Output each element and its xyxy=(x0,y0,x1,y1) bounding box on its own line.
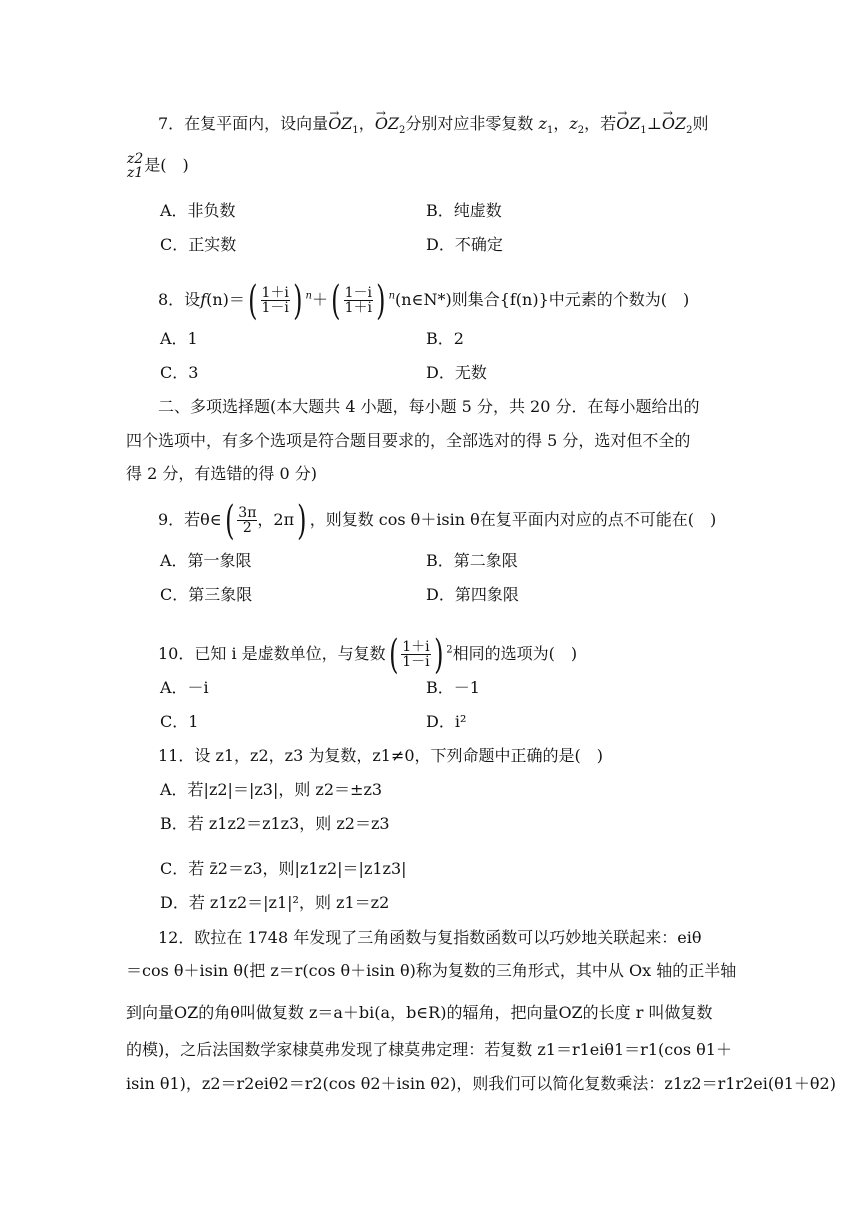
q10-option-c: C．1 xyxy=(160,712,199,731)
q7-line2: z2 z1 是( ) xyxy=(127,151,189,181)
q12-line1: 12．欧拉在 1748 年发现了三角函数与复指数函数可以巧妙地关联起来：eiθ xyxy=(158,928,702,947)
vector-oz2: → OZ xyxy=(375,113,399,135)
q7-option-c: C．正实数 xyxy=(160,235,237,254)
q8-option-a: A．1 xyxy=(160,329,198,348)
q7-option-a: A．非负数 xyxy=(160,201,236,220)
q9-option-c: C．第三象限 xyxy=(160,585,253,604)
q12-line4: 的模)，之后法国数学家棣莫弗发现了棣莫弗定理：若复数 z1＝r1eiθ1＝r1(cos θ1＋ xyxy=(126,1040,732,1059)
section2-line1: 二、多项选择题(本大题共 4 小题，每小题 5 分，共 20 分．在每小题给出的 xyxy=(158,397,700,416)
q7-text-a: 7．在复平面内，设向量 xyxy=(158,114,329,133)
q8-option-d: D．无数 xyxy=(426,363,487,382)
q7-line1: 7．在复平面内，设向量→ $OZ_1$，→ $OZ_2$分别对应非零复数 $z_1$，$z_2$，若→ $OZ_1\perp\to OZ_2$则 xyxy=(158,113,708,135)
q8-fraction-2: $\frac{1-i}{1+i}$ xyxy=(344,285,372,316)
q7-fraction: z2 z1 xyxy=(127,151,144,181)
section2-line3: 得 2 分，有选错的得 0 分) xyxy=(126,464,317,483)
q9-stem: 9．若θ∈( $\frac{3\pi}{2}$ ，2π) ，则复数 cos θ＋isin θ在复平面内对应的点不可能在( ) xyxy=(158,497,717,544)
q11-option-c: C．若 z̄2＝z3，则|z1z2|＝|z1z3| xyxy=(160,859,407,878)
q10-fraction: $\frac{1+i}{1-i}$ xyxy=(402,639,430,670)
q12-line2: ＝cos θ＋isin θ(把 z＝r(cos θ＋isin θ)称为复数的三角形式，其中从 Ox 轴的正半轴 xyxy=(126,961,737,980)
q7-option-b: B．纯虚数 xyxy=(426,201,502,220)
q12-line5: isin θ1)，z2＝r2eiθ2＝r2(cos θ2＋isin θ2)，则我们可以简化复数乘法：z1z2＝r1r2ei(θ1＋θ2) xyxy=(126,1074,836,1093)
q8-fraction-1: $\frac{1+i}{1-i}$ xyxy=(261,285,289,316)
vector-oz1: → OZ xyxy=(328,113,352,135)
q12-line3: 到向量OZ的角θ叫做复数 z＝a＋bi(a，b∈R)的辐角，把向量OZ的长度 r 叫做复数 xyxy=(126,1003,713,1022)
q10-option-b: B．－1 xyxy=(426,678,480,697)
q9-option-b: B．第二象限 xyxy=(426,551,518,570)
q10-option-d: D．i² xyxy=(426,712,467,731)
q9-option-a: A．第一象限 xyxy=(160,551,252,570)
q8-option-b: B．2 xyxy=(426,329,464,348)
section2-line2: 四个选项中，有多个选项是符合题目要求的，全部选对的得 5 分，选对但不全的 xyxy=(126,431,691,450)
q8-option-c: C．3 xyxy=(160,363,199,382)
q7-option-d: D．不确定 xyxy=(426,235,503,254)
q9-option-d: D．第四象限 xyxy=(426,585,519,604)
q10-option-a: A．－i xyxy=(160,678,209,697)
q9-fraction: $\frac{3\pi}{2}$ xyxy=(238,505,257,536)
q8-stem: 8．设f(n)＝( $\frac{1+i}{1-i}$ ) $^n$＋( $\frac{1-i}{1+i}$ ) $^n$(n∈N*)则集合{f(n)}中元素的个数为( ) xyxy=(158,277,690,324)
q11-option-b: B．若 z1z2＝z1z3，则 z2＝z3 xyxy=(160,814,390,833)
q11-stem: 11．设 z1，z2，z3 为复数，z1≠0，下列命题中正确的是( ) xyxy=(158,746,604,765)
q11-option-a: A．若|z2|＝|z3|，则 z2＝±z3 xyxy=(160,780,383,799)
q11-option-d: D．若 z1z2＝|z1|²，则 z1＝z2 xyxy=(160,893,390,912)
q10-stem: 10．已知 i 是虚数单位，与复数( $\frac{1+i}{1-i}$ ) $^2$相同的选项为( ) xyxy=(158,631,578,678)
